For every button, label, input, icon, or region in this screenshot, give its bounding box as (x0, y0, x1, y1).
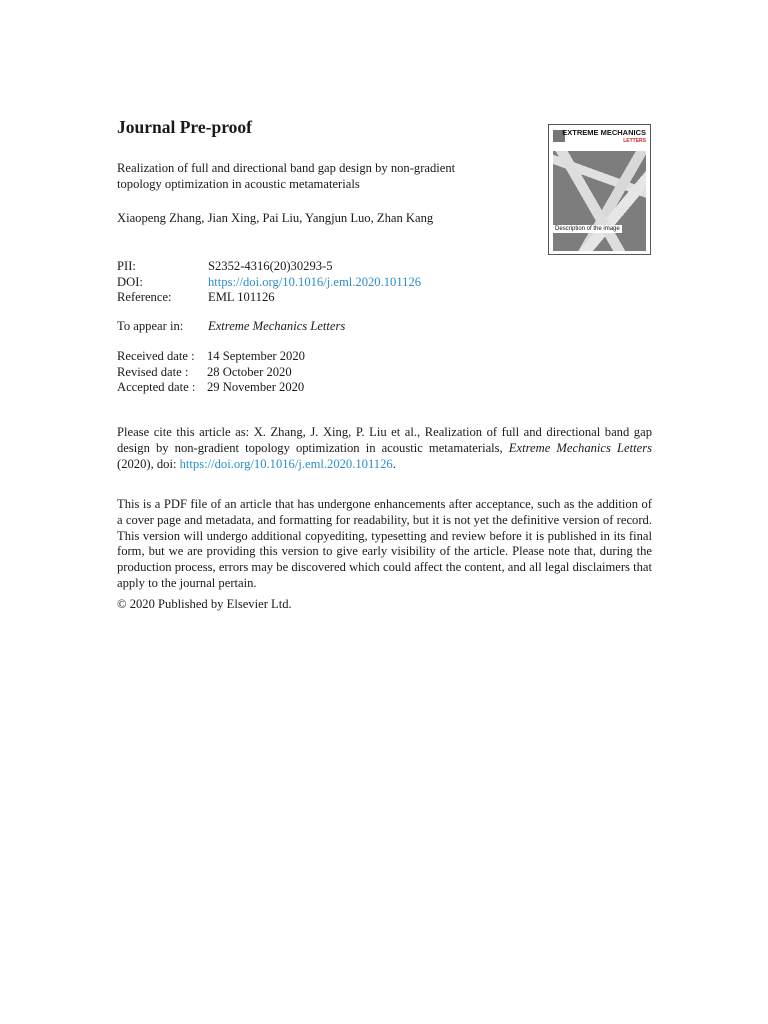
authors: Xiaopeng Zhang, Jian Xing, Pai Liu, Yangjun Luo, Zhan Kang (117, 211, 434, 225)
received-label: Received date : (117, 349, 195, 363)
copyright-notice: © 2020 Published by Elsevier Ltd. (117, 597, 292, 611)
citation-end: . (392, 456, 396, 471)
citation-journal: Extreme Mechanics Letters (508, 440, 652, 455)
doi-link[interactable]: https://doi.org/10.1016/j.eml.2020.101126 (208, 274, 422, 289)
dates (117, 349, 305, 396)
cover-lattice-picture (553, 151, 646, 251)
appear-label: To appear in: (117, 319, 184, 333)
article-identifiers (117, 259, 421, 306)
accepted-label: Accepted date : (117, 380, 196, 395)
pii-value: S2352-4316(20)30293-5 (208, 259, 333, 273)
appear-in (117, 319, 345, 335)
cover-journal-title: EXTREME MECHANICS (562, 128, 646, 137)
cover-journal-name (562, 129, 646, 145)
reference-label: Reference: (117, 290, 172, 305)
reference-value: EML 101126 (208, 290, 275, 305)
citation-doi-link[interactable]: https://doi.org/10.1016/j.eml.2020.101126 (179, 456, 393, 471)
received-date: 14 September 2020 (207, 349, 305, 363)
accepted-date: 29 November 2020 (207, 380, 305, 395)
cover-caption: Description of the image (555, 226, 620, 232)
cover-journal-subtitle: LETTERS (623, 138, 646, 144)
disclaimer-paragraph: This is a PDF file of an article that has undergone enhancements after acceptance, such as the addition of a cover page and metadata, and formatting for readability, but it is not yet the definitive version of record. This version will undergo additional copyediting, typesetting and review before it is published in its final form, but we are providing this version to give early visibility of the article. Please note that, during the production process, errors may be discovered which could affect the content, and all legal disclaimers that apply to the journal pertain. (117, 497, 652, 590)
journal-cover-image (548, 124, 651, 255)
page-title: Journal Pre-proof (117, 117, 252, 137)
citation-text: Please cite this article as: X. Zhang, J. Xing, P. Liu et al., Realization of full and directional band gap design by non-gradient topology optimization in acoustic metamaterials, (117, 425, 652, 455)
appear-journal: Extreme Mechanics Letters (208, 319, 346, 333)
revised-date: 28 October 2020 (207, 364, 292, 379)
article-title-line: Realization of full and directional band gap design by non-gradient (117, 161, 456, 175)
revised-label: Revised date : (117, 364, 189, 379)
citation-paragraph (117, 425, 652, 472)
article-title (117, 160, 517, 192)
article-title-line: topology optimization in acoustic metamaterials (117, 177, 360, 191)
pii-label: PII: (117, 259, 136, 273)
citation-year: (2020), doi: (117, 456, 180, 471)
doi-label: DOI: (117, 274, 143, 289)
